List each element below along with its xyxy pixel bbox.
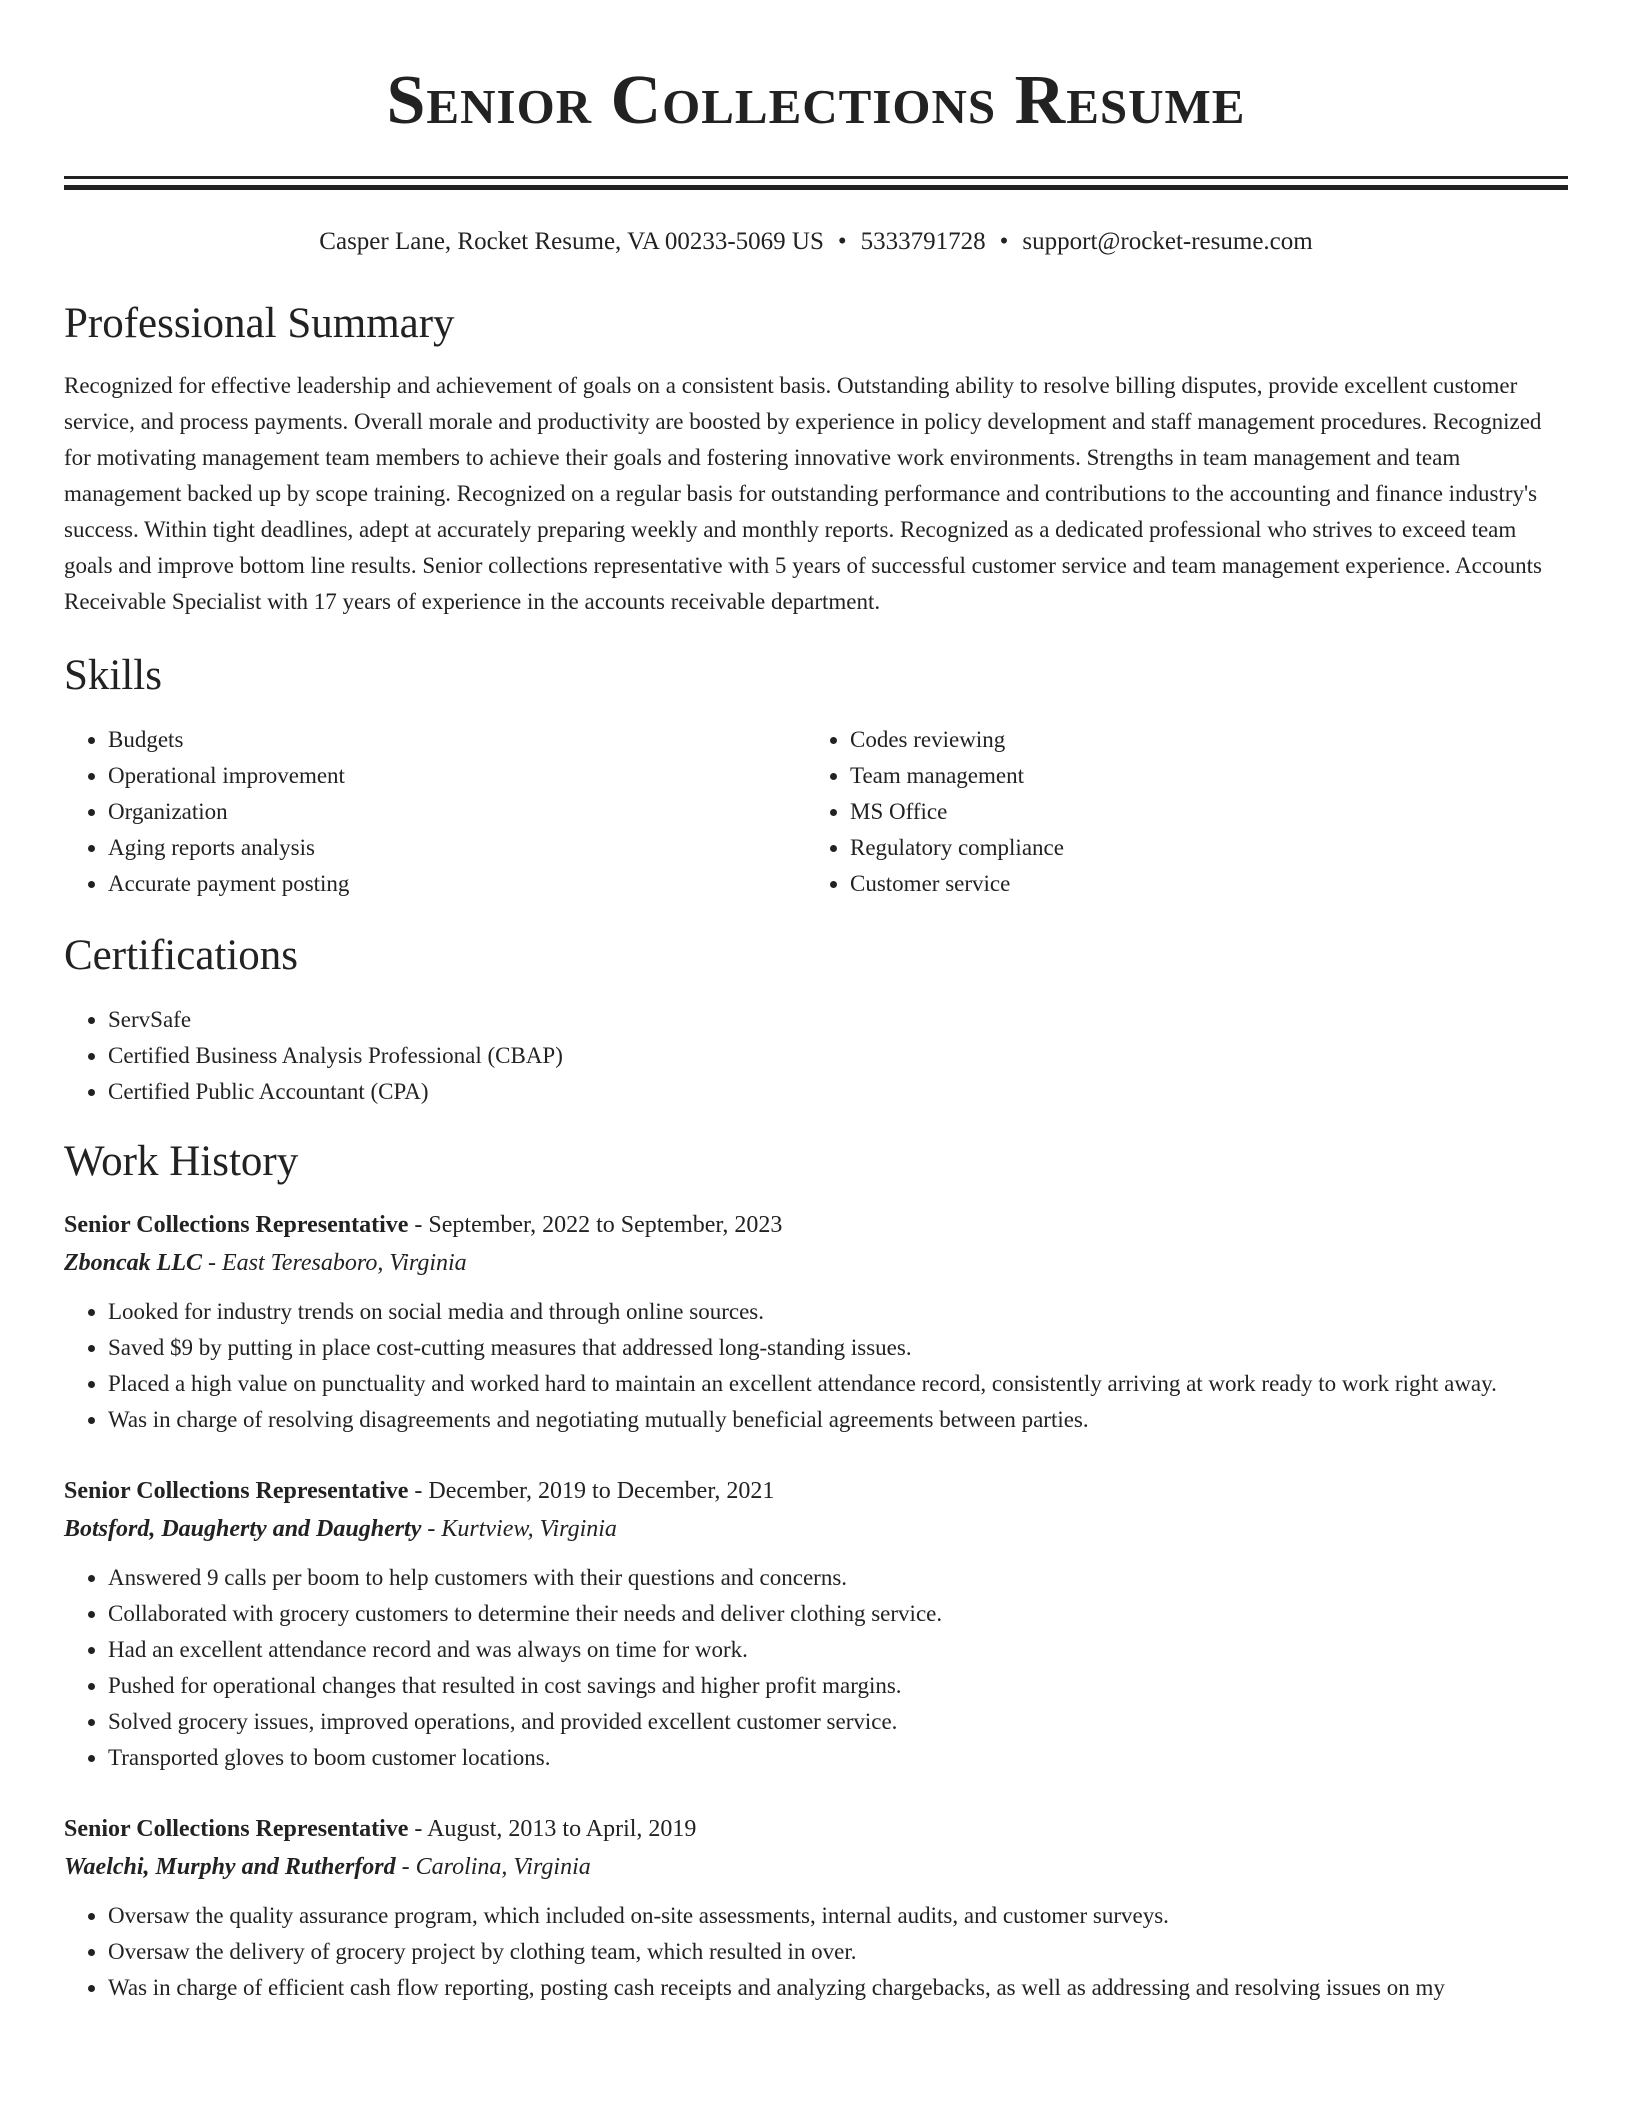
job-duty: • Oversaw the delivery of grocery project by clothing team, which resulted in over. bbox=[108, 1934, 1568, 1970]
resume-title: Senior Collections Resume bbox=[386, 62, 1246, 139]
job-entry bbox=[64, 1206, 1568, 1438]
job-company: Zboncak LLC bbox=[64, 1250, 202, 1276]
job-role: Senior Collections Representative bbox=[64, 1212, 409, 1238]
job-duty: • Had an excellent attendance record and was always on time for work. bbox=[108, 1632, 1568, 1668]
job-location: - East Teresaboro, Virginia bbox=[202, 1250, 467, 1276]
skill-item: • Customer service bbox=[850, 866, 1548, 902]
skills-columns bbox=[64, 722, 1568, 902]
job-header bbox=[64, 1472, 1568, 1510]
job-duty: • Solved grocery issues, improved operations, and provided excellent customer service. bbox=[108, 1704, 1568, 1740]
job-employer bbox=[64, 1848, 1568, 1886]
summary-text: Recognized for effective leadership and achievement of goals on a consistent basis. Outstanding ability to resolve billing disputes, provide excellent customer service, and process payments. Overall morale and productivity are boosted by experience in policy development and staff management procedures. Recognized for motivating management team members to achieve their goals and fostering innovative work environments. Strengths in team management and team management backed up by scope training. Recognized on a regular basis for outstanding performance and contributions to the accounting and finance industry's success. Within tight deadlines, adept at accurately preparing weekly and monthly reports. Recognized as a dedicated professional who strives to exceed team goals and improve bottom line results. Senior collections representative with 5 years of successful customer service and team management experience. Accounts Receivable Specialist with 17 years of experience in the accounts receivable department. bbox=[64, 373, 1542, 614]
skill-item: • Codes reviewing bbox=[850, 722, 1548, 758]
work-history-heading: Work History bbox=[64, 1138, 299, 1185]
skill-item: • Regulatory compliance bbox=[850, 830, 1548, 866]
job-role: Senior Collections Representative bbox=[64, 1478, 409, 1504]
skill-item: • Accurate payment posting bbox=[108, 866, 806, 902]
title-divider-top bbox=[64, 176, 1568, 179]
skill-item: • Budgets bbox=[108, 722, 806, 758]
certification-item: • Certified Business Analysis Professional (CBAP) bbox=[108, 1038, 1568, 1074]
job-dates: - December, 2019 to December, 2021 bbox=[408, 1478, 775, 1504]
job-duties-list bbox=[64, 1294, 1568, 1438]
job-role: Senior Collections Representative bbox=[64, 1816, 409, 1842]
skill-item: • Team management bbox=[850, 758, 1548, 794]
job-duty: • Looked for industry trends on social media and through online sources. bbox=[108, 1294, 1568, 1330]
skills-heading: Skills bbox=[64, 652, 162, 699]
job-duty: • Placed a high value on punctuality and worked hard to maintain an excellent attendance record, consistently arriving at work ready to work right away. bbox=[108, 1366, 1568, 1402]
certifications-list bbox=[64, 1002, 1568, 1110]
job-duty: • Was in charge of resolving disagreements and negotiating mutually beneficial agreements between parties. bbox=[108, 1402, 1568, 1438]
job-dates: - September, 2022 to September, 2023 bbox=[408, 1212, 783, 1238]
job-employer bbox=[64, 1510, 1568, 1548]
job-duty: • Pushed for operational changes that resulted in cost savings and higher profit margins. bbox=[108, 1668, 1568, 1704]
job-duty: • Oversaw the quality assurance program, which included on-site assessments, internal audits, and customer surveys. bbox=[108, 1898, 1568, 1934]
job-entry bbox=[64, 1472, 1568, 1776]
job-header bbox=[64, 1810, 1568, 1848]
skill-item: • Aging reports analysis bbox=[108, 830, 806, 866]
certifications-heading: Certifications bbox=[64, 932, 299, 979]
job-location: - Kurtview, Virginia bbox=[421, 1516, 617, 1542]
contact-separator: • bbox=[837, 228, 847, 255]
job-employer bbox=[64, 1244, 1568, 1282]
skill-item: • MS Office bbox=[850, 794, 1548, 830]
job-entry bbox=[64, 1810, 1568, 2006]
job-company: Waelchi, Murphy and Rutherford bbox=[64, 1854, 396, 1880]
job-duty: • Collaborated with grocery customers to determine their needs and deliver clothing service. bbox=[108, 1596, 1568, 1632]
contact-line bbox=[64, 226, 1568, 258]
job-dates: - August, 2013 to April, 2019 bbox=[408, 1816, 697, 1842]
skill-item: • Operational improvement bbox=[108, 758, 806, 794]
summary-heading: Professional Summary bbox=[64, 300, 455, 347]
contact-phone: 5333791728 bbox=[860, 228, 986, 255]
job-duties-list bbox=[64, 1560, 1568, 1776]
job-duty: • Transported gloves to boom customer locations. bbox=[108, 1740, 1568, 1776]
certification-item: • ServSafe bbox=[108, 1002, 1568, 1038]
job-duty: • Saved $9 by putting in place cost-cutting measures that addressed long-standing issues. bbox=[108, 1330, 1568, 1366]
contact-address: Casper Lane, Rocket Resume, VA 00233-5069 US bbox=[319, 228, 824, 255]
title-divider-bottom bbox=[64, 185, 1568, 190]
skills-list-left bbox=[64, 722, 806, 902]
skills-list-right bbox=[806, 722, 1548, 902]
job-header bbox=[64, 1206, 1568, 1244]
certification-item: • Certified Public Accountant (CPA) bbox=[108, 1074, 1568, 1110]
skill-item: • Organization bbox=[108, 794, 806, 830]
job-location: - Carolina, Virginia bbox=[395, 1854, 591, 1880]
job-company: Botsford, Daugherty and Daugherty bbox=[64, 1516, 422, 1542]
contact-email: support@rocket-resume.com bbox=[1022, 228, 1313, 255]
contact-separator: • bbox=[999, 228, 1009, 255]
resume-page bbox=[64, 0, 1568, 2006]
job-duty: • Was in charge of efficient cash flow reporting, posting cash receipts and analyzing chargebacks, as well as addressing and resolving issues on my bbox=[108, 1970, 1568, 2006]
job-duties-list bbox=[64, 1898, 1568, 2006]
job-duty: • Answered 9 calls per boom to help customers with their questions and concerns. bbox=[108, 1560, 1568, 1596]
